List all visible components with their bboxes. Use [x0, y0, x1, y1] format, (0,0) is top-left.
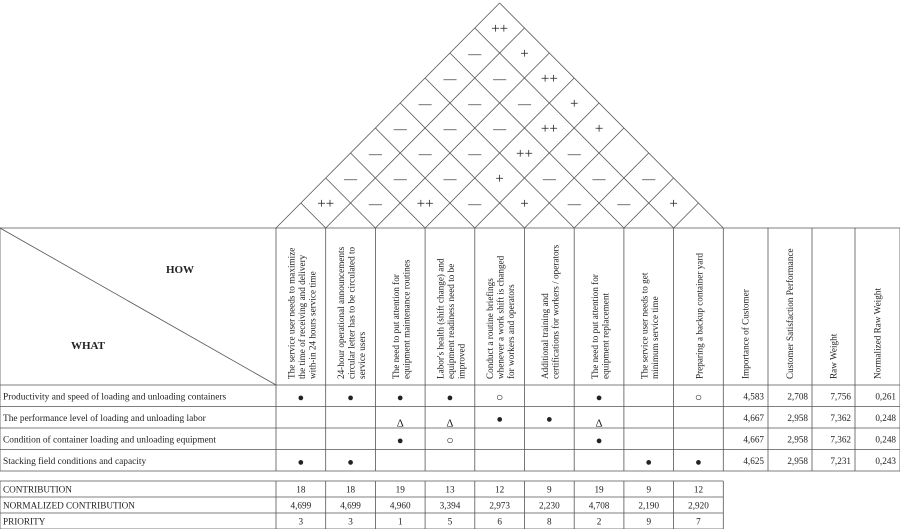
roof-correlation-symbol: —: [493, 121, 507, 136]
how-requirement-label: for workers and operators: [506, 284, 517, 379]
metric-value: 7,362: [830, 434, 851, 445]
roof-correlation-symbol: ++: [491, 21, 509, 37]
metric-value: 2,708: [787, 391, 808, 402]
how-requirement-label: Conduct a routine briefings: [485, 278, 496, 379]
metric-value: 4,583: [743, 391, 764, 402]
roof-correlation-symbol: +: [520, 46, 529, 62]
metric-value: 0,261: [875, 391, 896, 402]
relationship-symbol: ●: [496, 413, 503, 426]
roof-correlation-symbol: —: [617, 196, 631, 211]
roof-correlation-symbol: ++: [540, 71, 558, 87]
summary-value: 2,230: [539, 500, 560, 511]
roof-correlation-symbol: —: [418, 146, 432, 161]
metric-column-header: Normalized Raw Weight: [872, 288, 883, 379]
how-header-label: HOW: [165, 264, 195, 276]
roof-edge-left: [276, 3, 500, 228]
roof-correlation-symbol: —: [368, 196, 382, 211]
roof-correlation-symbol: —: [468, 196, 482, 211]
relationship-symbol: ●: [396, 434, 404, 447]
relationship-symbol: Δ: [396, 417, 404, 430]
summary-value: 6: [497, 516, 502, 527]
summary-value: 7: [696, 516, 701, 527]
summary-value: 4,960: [389, 500, 411, 511]
metric-value: 2,958: [787, 455, 808, 466]
summary-value: 8: [547, 516, 552, 527]
summary-value: 12: [495, 484, 505, 495]
roof-correlation-symbol: —: [443, 171, 457, 186]
metric-value: 0,248: [875, 412, 896, 423]
header-diagonal: [0, 228, 276, 385]
summary-value: 13: [445, 484, 455, 495]
how-requirement-label: The need to put attention for: [391, 274, 401, 379]
relationship-symbol: ●: [297, 456, 305, 469]
roof-correlation-symbol: —: [567, 196, 581, 211]
roof-correlation-symbol: —: [468, 46, 482, 61]
how-requirement-label: service users: [357, 331, 368, 379]
roof-grid-line: [574, 153, 649, 228]
how-requirement-label: whenever a work shift is changed: [495, 255, 506, 379]
roof-correlation-symbol: —: [493, 71, 507, 86]
relationship-symbol: ○: [446, 432, 454, 447]
what-requirement-label: Condition of container loading and unloading equipment: [3, 435, 216, 446]
relationship-symbol: ●: [595, 391, 603, 404]
roof-correlation-symbol: ++: [540, 121, 558, 137]
roof-correlation-symbol: —: [344, 171, 358, 186]
roof-correlation-symbol: —: [443, 121, 457, 136]
roof-correlation-symbol: —: [368, 146, 382, 161]
metric-value: 7,362: [830, 412, 851, 423]
relationship-symbol: ●: [695, 456, 702, 469]
how-requirement-label: 24-hour operational announcements: [336, 246, 347, 379]
summary-row-label: CONTRIBUTION: [3, 484, 72, 495]
roof-correlation-symbol: +: [594, 121, 604, 137]
how-requirement-label: improved: [456, 343, 467, 379]
roof-correlation-symbol: +: [495, 171, 504, 187]
summary-value: 2: [596, 516, 602, 527]
metric-value: 0,243: [875, 455, 896, 466]
relationship-symbol: ●: [446, 391, 454, 404]
summary-value: 12: [693, 484, 704, 495]
roof-correlation-symbol: —: [468, 146, 482, 161]
summary-value: 18: [345, 484, 356, 495]
how-requirement-label: The service user needs to get: [639, 272, 650, 379]
roof-correlation-symbol: —: [518, 96, 531, 111]
roof-correlation-symbol: ++: [416, 196, 434, 212]
roof-correlation-symbol: —: [592, 171, 606, 186]
relationship-symbol: Δ: [595, 417, 603, 430]
relationship-symbol: ●: [645, 456, 653, 469]
summary-value: 5: [447, 516, 453, 527]
how-requirement-label: Labor's health (shift change) and: [435, 258, 446, 379]
metric-value: 0,248: [875, 434, 896, 445]
summary-value: 19: [395, 484, 405, 495]
how-requirement-label: The need to put attention for: [589, 274, 600, 379]
metric-value: 7,756: [830, 391, 851, 402]
relationship-symbol: ●: [347, 456, 354, 469]
roof-correlation-symbol: —: [393, 171, 407, 186]
summary-row-label: PRIORITY: [3, 516, 46, 527]
summary-value: 3: [348, 516, 353, 527]
summary-value: 3,394: [439, 500, 461, 511]
summary-value: 19: [594, 484, 604, 495]
summary-value: 9: [646, 516, 652, 527]
summary-value: 9: [646, 484, 652, 495]
metric-value: 4,667: [743, 412, 764, 423]
how-requirement-label: Additional training and: [540, 293, 551, 379]
roof-grid-line: [351, 153, 426, 228]
metric-value: 4,625: [743, 455, 764, 466]
metric-column-header: Importance of Customer: [740, 289, 751, 379]
metric-value: 7,231: [830, 455, 851, 466]
how-requirement-label: certifications for workers / operators: [550, 244, 561, 379]
how-requirement-label: the time of receiving and delivery: [296, 254, 307, 379]
roof-correlation-symbol: +: [520, 196, 529, 212]
roof-correlation-symbol: —: [567, 146, 581, 161]
roof-correlation-symbol: —: [393, 121, 407, 136]
what-requirement-label: Productivity and speed of loading and unloading containers: [3, 392, 227, 403]
summary-row-label: NORMALIZED CONTRIBUTION: [3, 500, 135, 511]
relationship-symbol: ●: [396, 391, 404, 404]
summary-value: 2,920: [688, 500, 709, 511]
summary-value: 2,190: [638, 500, 660, 511]
metric-value: 2,958: [787, 412, 808, 423]
roof-correlation-symbol: —: [642, 171, 656, 186]
relationship-symbol: ●: [595, 434, 603, 447]
roof-correlation-symbol: ++: [317, 196, 335, 212]
metric-value: 4,667: [743, 434, 764, 445]
summary-value: 4,699: [290, 500, 312, 511]
roof-edge-right: [500, 3, 724, 228]
relationship-symbol: ○: [694, 389, 703, 404]
how-requirement-label: Preparing a backup container yard: [694, 252, 705, 379]
how-requirement-label: minimum service time: [650, 296, 660, 379]
relationship-symbol: ○: [496, 389, 504, 404]
roof-correlation-symbol: +: [569, 96, 579, 112]
what-requirement-label: The performance level of loading and unloading labor: [3, 413, 206, 424]
roof-correlation-symbol: —: [542, 171, 556, 186]
what-header-label: WHAT: [70, 340, 106, 352]
metric-column-header: Customer Satisfaction Performance: [785, 248, 795, 379]
how-requirement-label: equipment replacement: [600, 293, 611, 379]
summary-value: 1: [397, 516, 403, 527]
how-requirement-label: with-in 24 hours service time: [307, 271, 318, 379]
how-requirement-label: The service user needs to maximize: [286, 247, 297, 379]
how-requirement-label: equipment readiness need to be: [445, 263, 456, 379]
relationship-symbol: ●: [347, 391, 354, 404]
roof-correlation-symbol: +: [669, 196, 678, 212]
relationship-symbol: Δ: [446, 417, 454, 430]
roof-correlation-symbol: —: [418, 96, 432, 111]
roof-correlation-symbol: —: [443, 71, 457, 86]
what-requirement-label: Stacking field conditions and capacity: [3, 456, 147, 467]
metric-value: 2,958: [787, 434, 808, 445]
summary-value: 4,708: [588, 500, 610, 511]
relationship-symbol: ●: [297, 391, 305, 404]
summary-value: 2,973: [489, 500, 510, 511]
summary-value: 9: [547, 484, 552, 495]
summary-value: 18: [296, 484, 306, 495]
roof-correlation-symbol: —: [468, 96, 482, 111]
roof-correlation-symbol: ++: [516, 146, 533, 162]
relationship-symbol: ●: [546, 413, 553, 426]
metric-column-header: Raw Weight: [828, 333, 839, 379]
summary-value: 3: [298, 516, 304, 527]
how-requirement-label: equipment maintenance routines: [401, 259, 412, 379]
summary-value: 4,699: [340, 500, 361, 511]
how-requirement-label: circular letter has to be circulated to: [346, 246, 357, 379]
